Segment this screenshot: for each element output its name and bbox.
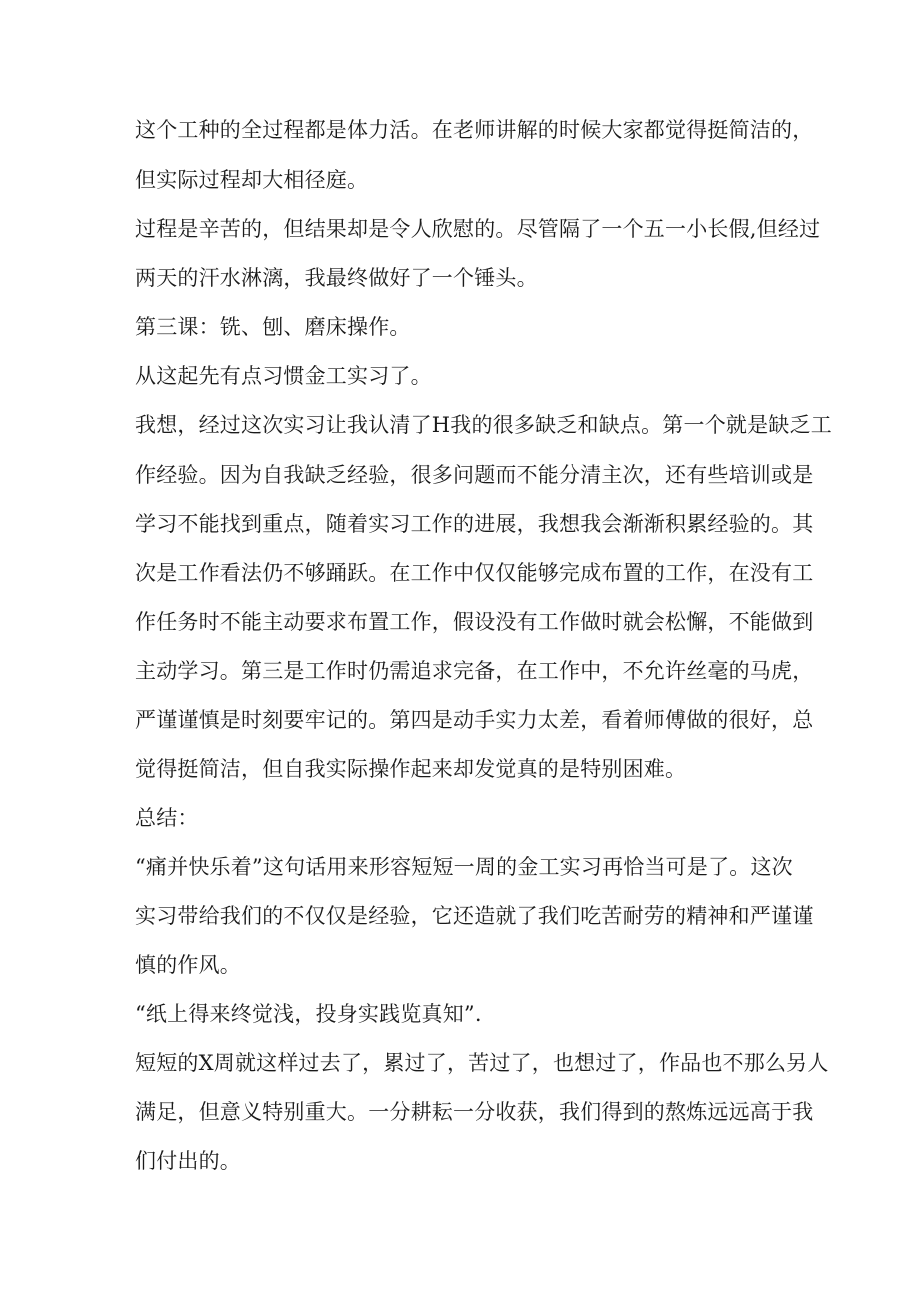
text-line: 主动学习。第三是工作时仍需追求完备，在工作中，不允许丝毫的马虎， xyxy=(135,659,814,683)
text-line: 慎的作风。 xyxy=(135,953,241,977)
text-line: “痛并快乐着”这句话用来形容短短一周的金工实习再恰当可是了。这次 xyxy=(135,855,793,879)
quote-line: “纸上得来终觉浅，投身实践览真知”. xyxy=(135,1002,482,1026)
text-line: 这个工种的全过程都是体力活。在老师讲解的时候大家都觉得挺简洁的， xyxy=(135,118,814,142)
text-line: 严谨谨慎是时刻要牢记的。第四是动手实力太差，看着师傅做的很好，总 xyxy=(135,708,814,732)
section-heading: 总结： xyxy=(135,806,199,830)
text-line: 次是工作看法仍不够踊跃。在工作中仅仅能够完成布置的工作，在没有工 xyxy=(135,561,814,585)
text-line: 们付出的。 xyxy=(135,1149,241,1173)
text-line: 第三课：铣、刨、磨床操作。 xyxy=(135,315,411,339)
text-line: 我想，经过这次实习让我认清了H我的很多缺乏和缺点。第一个就是缺乏工 xyxy=(135,413,832,437)
text-line: 作经验。因为自我缺乏经验，很多问题而不能分清主次，还有些培训或是 xyxy=(135,463,814,487)
text-line: 过程是辛苦的，但结果却是令人欣慰的。尽管隔了一个五一小长假,但经过 xyxy=(135,217,821,241)
text-line: 两天的汗水淋漓，我最终做好了一个锤头。 xyxy=(135,266,538,290)
text-line: 短短的X周就这样过去了，累过了，苦过了，也想过了，作品也不那么另人 xyxy=(135,1051,829,1075)
text-line: 实习带给我们的不仅仅是经验，它还造就了我们吃苦耐劳的精神和严谨谨 xyxy=(135,904,814,928)
text-line: 但实际过程却大相径庭。 xyxy=(135,168,369,192)
text-line: 从这起先有点习惯金工实习了。 xyxy=(135,364,432,388)
text-line: 觉得挺简洁，但自我实际操作起来却发觉真的是特别困难。 xyxy=(135,757,687,781)
text-line: 满足，但意义特别重大。一分耕耘一分收获，我们得到的熬炼远远高于我 xyxy=(135,1100,814,1124)
text-line: 学习不能找到重点，随着实习工作的进展，我想我会渐渐积累经验的。其 xyxy=(135,512,814,536)
text-line: 作任务时不能主动要求布置工作，假设没有工作做时就会松懈，不能做到 xyxy=(135,610,814,634)
